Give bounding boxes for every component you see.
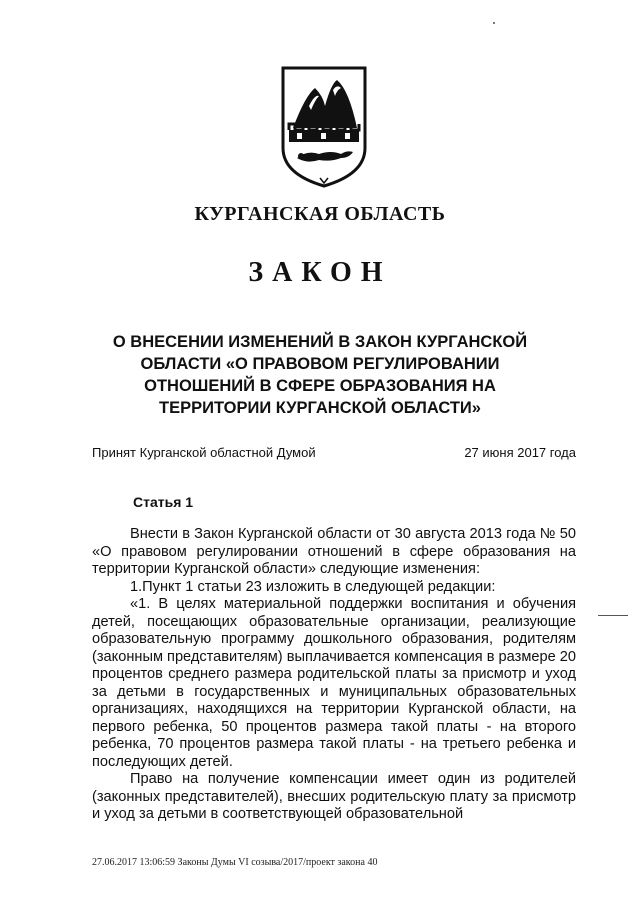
article-body: [92, 526, 576, 824]
law-title-line: ОБЛАСТИ «О ПРАВОВОМ РЕГУЛИРОВАНИИ: [140, 355, 500, 373]
law-title-line: ТЕРРИТОРИИ КУРГАНСКОЙ ОБЛАСТИ»: [159, 399, 481, 417]
law-title-line: ОТНОШЕНИЙ В СФЕРЕ ОБРАЗОВАНИЯ НА: [144, 377, 496, 395]
scan-mark: [493, 22, 495, 24]
adoption-date: 27 июня 2017 года: [464, 445, 576, 460]
paragraph: Право на получение компенсации имеет один из родителей (законных представителей), внесших родительскую плату за присмотр и уход за детьми в соответствующей образовательной: [92, 771, 576, 822]
paragraph: 1.Пункт 1 статьи 23 изложить в следующей редакции:: [130, 578, 496, 595]
adoption-line: [92, 445, 576, 465]
region-name: КУРГАНСКАЯ ОБЛАСТЬ: [194, 203, 446, 225]
paragraph: Внести в Закон Курганской области от 30 августа 2013 года № 50 «О правовом регулировании отношений в сфере образования на территории Курганской области» следующие изменения:: [92, 526, 576, 577]
coat-of-arms-icon: [279, 66, 369, 190]
document-type: ЗАКОН: [248, 257, 392, 288]
article-heading: Статья 1: [133, 494, 194, 510]
paragraph: «1. В целях материальной поддержки воспитания и обучения детей, посещающих образовательные организации, реализующие образовательную программу дошкольного образования, родителям (законным представителям) выплачивается компенсация в размере 20 процентов среднего размера родительской платы за присмотр и уход за детьми в государственных и муниципальных образовательных организациях, находящихся на территории Курганской области, на первого ребенка, 50 процентов размера такой платы - на второго ребенка, 70 процентов размера такой платы - на третьего ребенка и последующих детей.: [92, 596, 576, 770]
footer-path: 27.06.2017 13:06:59 Законы Думы VI созыва/2017/проект закона 40: [92, 857, 378, 868]
adopted-by: Принят Курганской областной Думой: [92, 445, 316, 460]
law-title: [90, 331, 550, 419]
law-title-line: О ВНЕСЕНИИ ИЗМЕНЕНИЙ В ЗАКОН КУРГАНСКОЙ: [112, 333, 528, 351]
margin-mark: [598, 615, 628, 616]
